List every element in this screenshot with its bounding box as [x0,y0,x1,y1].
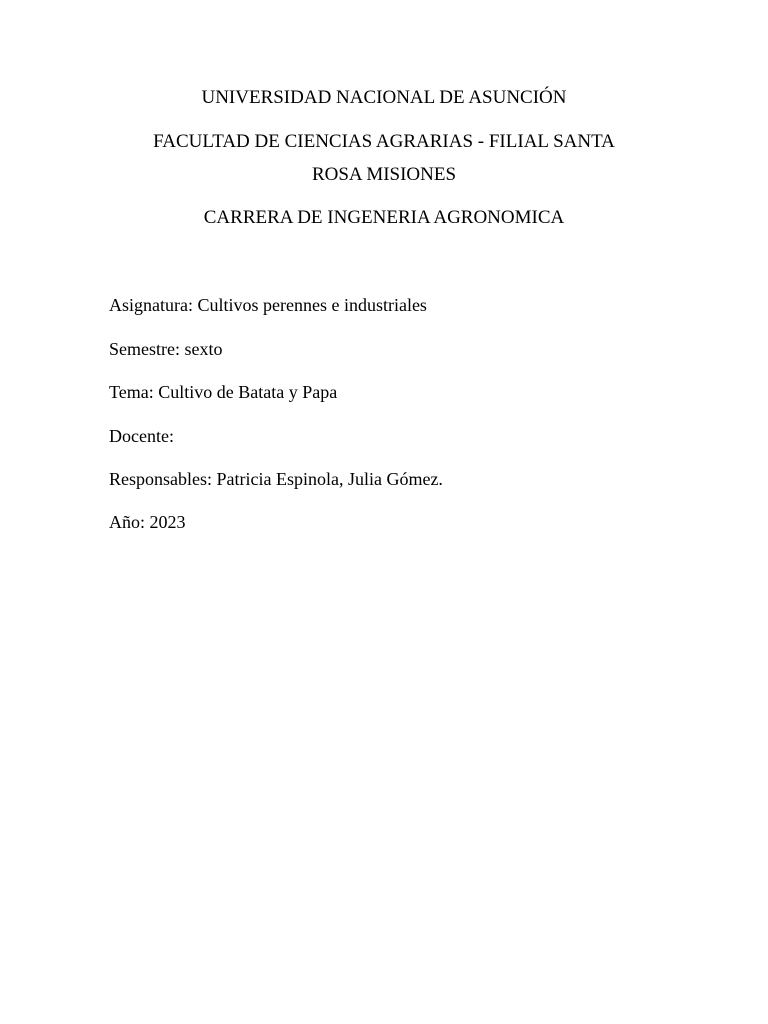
teacher-line: Docente: [109,426,174,446]
responsibles-line: Responsables: Patricia Espinola, Julia Gómez. [109,469,443,489]
year-line: Año: 2023 [109,512,186,532]
subject-line: Asignatura: Cultivos perennes e industriales [109,295,427,315]
faculty-name-line2: ROSA MISIONES [311,164,457,185]
semester-line: Semestre: sexto [109,339,223,359]
topic-line: Tema: Cultivo de Batata y Papa [109,382,338,402]
university-name: UNIVERSIDAD NACIONAL DE ASUNCIÓN [201,87,567,108]
faculty-name-line1: FACULTAD DE CIENCIAS AGRARIAS - FILIAL SANTA [153,131,615,152]
career-name: CARRERA DE INGENERIA AGRONOMICA [203,207,565,228]
